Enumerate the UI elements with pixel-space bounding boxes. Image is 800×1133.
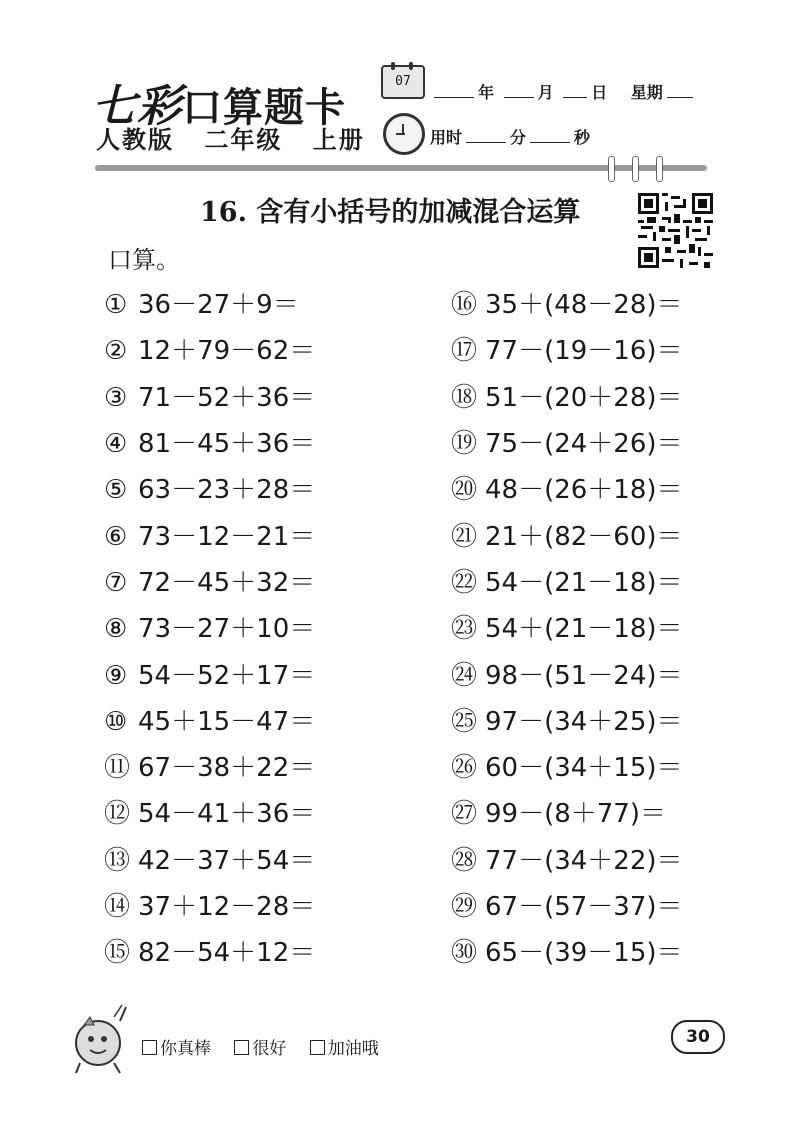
checkbox-icon[interactable] [234,1040,249,1055]
problem-number: ⑫ [104,799,131,830]
problem-number: ⑯ [451,290,478,321]
problem-expression: 54＋(21－18)＝ [485,614,683,645]
problem-item [451,745,683,791]
problem-expression: 54－41＋36＝ [138,799,316,830]
weekday-label: 星期 [630,83,663,102]
problem-expression: 54－(21－18)＝ [485,567,683,598]
page-title: 16. 含有小括号的加减混合运算 [200,197,581,228]
brand-rest: 口算题卡 [182,84,346,131]
brand-qi: 七彩 [92,81,182,132]
problem-number: ⑪ [104,753,131,784]
problem-item [104,791,315,837]
problem-number: ㉔ [451,660,478,691]
problem-number: ③ [104,382,128,413]
problem-item [451,560,683,606]
self-evaluation [142,1034,397,1059]
problem-item [451,467,683,513]
weekday-blank[interactable] [667,83,693,98]
problem-number: ㉓ [451,614,478,645]
problem-expression: 51－(20＋28)＝ [485,382,683,413]
problem-number: ⑭ [104,892,131,922]
problem-number: ㉚ [451,938,478,969]
date-fields [430,80,697,103]
problem-number: ㉕ [451,706,478,737]
problem-expression: 71－52＋36＝ [138,382,316,413]
grade-option-keep-going[interactable]: 加油哦 [310,1039,379,1059]
problem-item [451,699,683,745]
problem-item [104,699,315,745]
problem-item [104,930,315,976]
calendar-day: 07 [395,74,411,89]
problem-expression: 37＋12－28＝ [138,892,316,922]
problem-item [104,560,315,606]
problem-expression: 73－12－21＝ [138,521,316,552]
problem-expression: 82－54＋12＝ [138,938,316,969]
problem-item [451,375,683,421]
problem-number: ⑧ [104,614,128,645]
problem-expression: 48－(26＋18)＝ [485,475,683,506]
problem-number: ⑱ [451,382,478,413]
problem-number: ㉘ [451,845,478,876]
month-label: 月 [537,83,554,102]
problem-item [451,606,683,652]
qr-code-icon[interactable] [638,193,713,268]
problem-expression: 36－27＋9＝ [138,290,299,321]
grade-option-great[interactable]: 你真棒 [142,1039,211,1059]
problem-number: ㉖ [451,753,478,784]
problem-number: ① [104,290,128,321]
problems-right-column [451,282,683,976]
problem-expression: 72－45＋32＝ [138,567,316,598]
problem-number: ④ [104,429,128,460]
problem-expression: 81－45＋36＝ [138,429,316,460]
problem-item [104,513,315,559]
problem-number: ㉒ [451,567,478,598]
problem-number: ㉙ [451,892,478,922]
problem-expression: 63－23＋28＝ [138,475,316,506]
problem-item [104,838,315,884]
year-label: 年 [478,83,495,102]
problem-number: ⑮ [104,938,131,969]
problem-item [451,838,683,884]
problem-expression: 99－(8＋77)＝ [485,799,666,830]
cartoon-mascot-icon [70,1003,132,1075]
problem-expression: 67－38＋22＝ [138,753,316,784]
problem-item [451,421,683,467]
problem-item [104,467,315,513]
time-fields [430,125,590,148]
seconds-blank[interactable] [530,128,570,143]
problem-expression: 35＋(48－28)＝ [485,290,683,321]
minutes-label: 分 [510,128,527,147]
problem-number: ⑤ [104,475,128,506]
problem-number: ㉑ [451,521,478,552]
problem-expression: 77－(34＋22)＝ [485,845,683,876]
minutes-blank[interactable] [466,128,506,143]
edition-info [96,120,385,155]
problem-item [451,652,683,698]
binder-peg [656,156,663,182]
problem-number: ㉗ [451,799,478,830]
problem-item [451,930,683,976]
problem-expression: 77－(19－16)＝ [485,336,683,367]
checkbox-icon[interactable] [142,1040,157,1055]
problem-expression: 65－(39－15)＝ [485,938,683,969]
problem-number: ⑳ [451,475,478,506]
problem-item [104,375,315,421]
problem-number: ⑦ [104,567,128,598]
problem-item [104,606,315,652]
problem-number: ⑰ [451,336,478,367]
binder-peg [632,156,639,182]
instruction: 口算。 [108,246,180,274]
problem-expression: 73－27＋10＝ [138,614,316,645]
binder-peg [608,156,615,182]
problem-item [104,745,315,791]
edition-version: 人教版 [96,126,174,154]
problem-expression: 45＋15－47＝ [138,706,316,737]
problem-item [451,791,683,837]
calendar-icon [381,65,425,99]
problem-item [104,328,315,374]
problem-item [104,652,315,698]
problem-item [451,884,683,930]
problem-number: ⑬ [104,845,131,876]
problem-expression: 67－(57－37)＝ [485,892,683,922]
seconds-label: 秒 [574,128,591,147]
header-divider [95,165,707,171]
problem-number: ② [104,336,128,367]
problem-number: ⑩ [104,706,128,737]
problem-item [451,513,683,559]
problem-expression: 97－(34＋25)＝ [485,706,683,737]
month-blank[interactable] [504,83,534,98]
problem-item [104,421,315,467]
problem-number: ⑥ [104,521,128,552]
problem-item [104,282,315,328]
problem-item [451,328,683,374]
alarm-clock-icon [383,113,425,155]
problem-item [451,282,683,328]
problems-left-column [104,282,315,976]
day-label: 日 [591,83,608,102]
page-number: 30 [671,1020,725,1054]
grade-option-good[interactable]: 很好 [234,1039,286,1059]
problem-number: ⑲ [451,429,478,460]
problem-expression: 98－(51－24)＝ [485,660,683,691]
problem-expression: 12＋79－62＝ [138,336,316,367]
edition-volume: 上册 [312,126,365,154]
problem-expression: 54－52＋17＝ [138,660,316,691]
checkbox-icon[interactable] [310,1040,325,1055]
problem-expression: 21＋(82－60)＝ [485,521,683,552]
problem-expression: 75－(24＋26)＝ [485,429,683,460]
problem-item [104,884,315,930]
problem-expression: 42－37＋54＝ [138,845,316,876]
problem-number: ⑨ [104,660,128,691]
day-blank[interactable] [563,83,587,98]
time-used-label: 用时 [430,128,463,147]
edition-grade: 二年级 [204,126,283,154]
problem-expression: 60－(34＋15)＝ [485,753,683,784]
year-blank[interactable] [434,83,474,98]
